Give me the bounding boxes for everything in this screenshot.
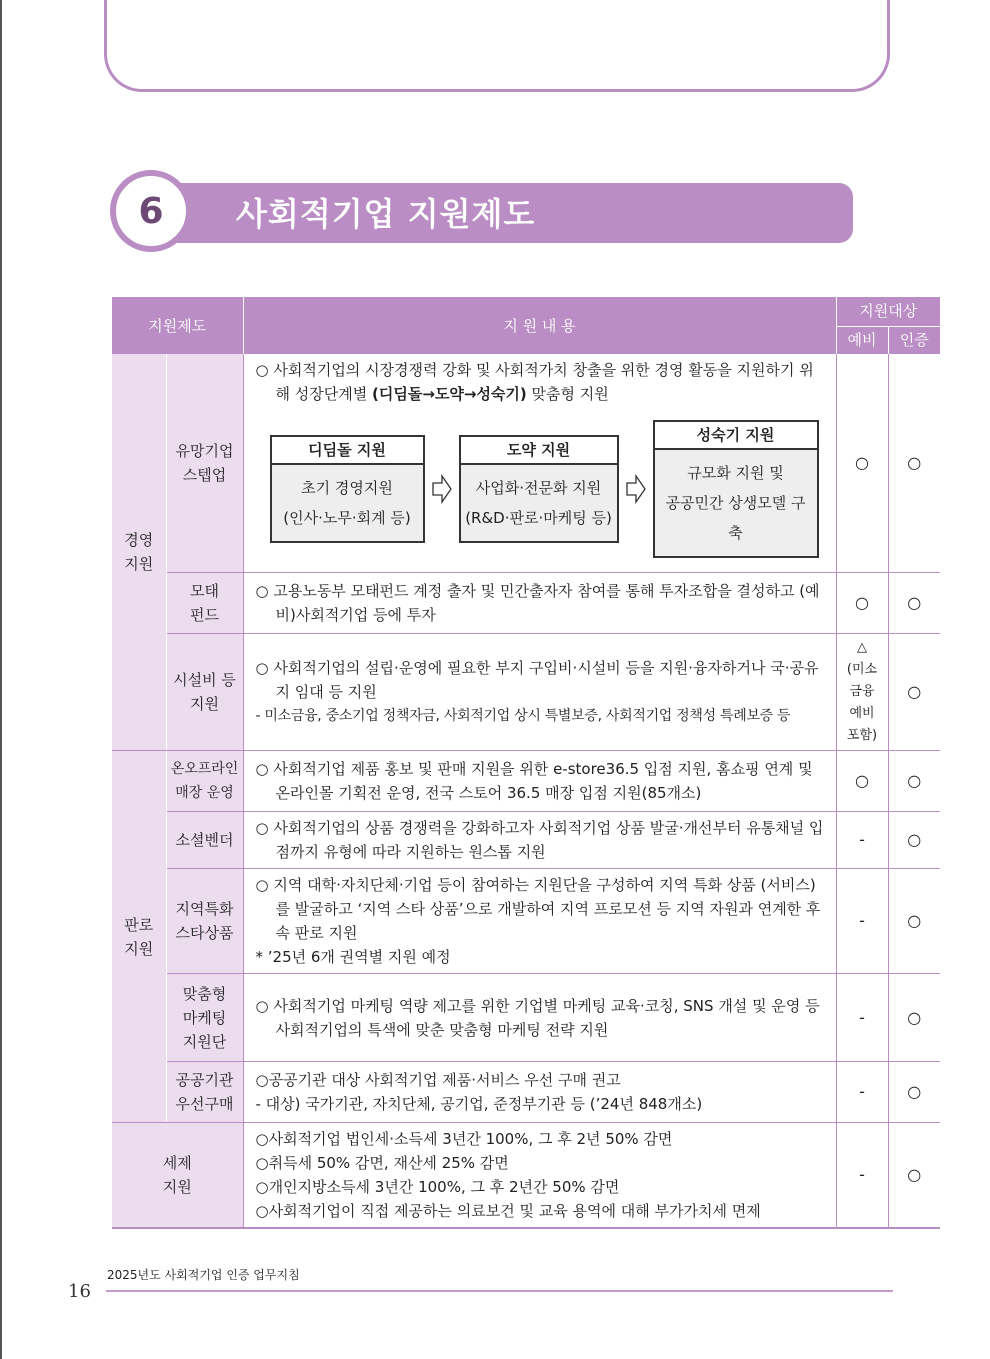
category-tax: 세제 지원 (112, 1123, 243, 1229)
arrow-right-icon (625, 474, 647, 504)
row-content-facility: ○ 사회적기업의 설립·운영에 필요한 부지 구입비·시설비 등을 지원·융자하거나 국·공유지 임대 등 지원 - 미소금융, 중소기업 정책자금, 사회적기업 상시 특별보증, 사회적기업 정책성 특례보증 등 (243, 634, 836, 751)
row-label-regional: 지역특화 스타상품 (166, 869, 243, 974)
footer-title: 2025년도 사회적기업 인증 업무지침 (107, 1268, 300, 1282)
row-label-startup: 유망기업 스텝업 (166, 354, 243, 573)
mark-preliminary: - (836, 1123, 888, 1229)
mark-certified: ○ (888, 354, 940, 573)
growth-flow (270, 420, 826, 558)
flow-box-maturity: 성숙기 지원 규모화 지원 및 공공민간 상생모델 구축 (653, 420, 819, 558)
mark-preliminary: - (836, 812, 888, 869)
mark-certified: ○ (888, 751, 940, 812)
page-number: 16 (68, 1281, 91, 1302)
mark-certified: ○ (888, 869, 940, 974)
header-system: 지원제도 (112, 297, 243, 354)
row-label-social: 소셜벤더 (166, 812, 243, 869)
header-target: 지원대상 (836, 297, 940, 326)
mark-preliminary: - (836, 869, 888, 974)
row-content-social: ○ 사회적기업의 상품 경쟁력을 강화하고자 사회적기업 상품 발굴·개선부터 유통채널 입점까지 유형에 따라 지원하는 원스톱 지원 (243, 812, 836, 869)
page-edge (0, 0, 2, 1359)
row-content-regional: ○ 지역 대학·자치단체·기업 등이 참여하는 지원단을 구성하여 지역 특화 상품 (서비스)를 발굴하고 ‘지역 스타 상품’으로 개발하여 지역 프로모션 등 지역 자원과 연계한 후속 판로 지원 * ’25년 6개 권역별 지원 예정 (243, 869, 836, 974)
header-preliminary: 예비 (836, 326, 888, 354)
flow-box-leap: 도약 지원 사업화·전문화 지원 (R&D·판로·마케팅 등) (459, 435, 619, 543)
row-content-startup: ○ 사회적기업의 시장경쟁력 강화 및 사회적가치 창출을 위한 경영 활동을 지원하기 위해 성장단계별 (디딤돌→도약→성숙기) 맞춤형 지원 디딤돌 지원 초기 경영지원 (인사·노무·회계 등) 도약 지원 사업화·전문화 지원 (R&D·판로·마케팅 등) 성숙기 지원 규모화 지원 및 공공민간 상생모델 구축 (243, 354, 836, 573)
row-label-marketing: 맞춤형 마케팅 지원단 (166, 974, 243, 1062)
mark-certified: ○ (888, 573, 940, 634)
mark-certified: ○ (888, 974, 940, 1062)
header-certified: 인증 (888, 326, 940, 354)
row-content-fund: ○ 고용노동부 모태펀드 계정 출자 및 민간출자자 참여를 통해 투자조합을 결성하고 (예비)사회적기업 등에 투자 (243, 573, 836, 634)
section-number: 6 (110, 170, 192, 252)
mark-preliminary: △ (미소 금융 예비 포함) (836, 634, 888, 751)
row-label-fund: 모태 펀드 (166, 573, 243, 634)
arrow-right-icon (431, 474, 453, 504)
row-content-onoff: ○ 사회적기업 제품 홍보 및 판매 지원을 위한 e-store36.5 입점 지원, 홈쇼핑 연계 및 온라인몰 기획전 운영, 전국 스토어 36.5 매장 입점 지원(85개소) (243, 751, 836, 812)
mark-certified: ○ (888, 1123, 940, 1229)
row-content-public: ○공공기관 대상 사회적기업 제품·서비스 우선 구매 권고 - 대상) 국가기관, 자치단체, 공기업, 준정부기관 등 (’24년 848개소) (243, 1062, 836, 1123)
header-content: 지 원 내 용 (243, 297, 836, 354)
support-table (112, 297, 940, 1229)
mark-preliminary: ○ (836, 573, 888, 634)
mark-certified: ○ (888, 634, 940, 751)
mark-preliminary: - (836, 1062, 888, 1123)
mark-preliminary: ○ (836, 354, 888, 573)
row-label-onoff: 온오프라인 매장 운영 (166, 751, 243, 812)
category-sales: 판로 지원 (112, 751, 166, 1123)
row-label-public: 공공기관 우선구매 (166, 1062, 243, 1123)
row-content-marketing: ○ 사회적기업 마케팅 역량 제고를 위한 기업별 마케팅 교육·코칭, SNS 개설 및 운영 등 사회적기업의 특색에 맞춘 맞춤형 마케팅 전략 지원 (243, 974, 836, 1062)
footer-divider (106, 1290, 893, 1292)
mark-preliminary: - (836, 974, 888, 1062)
row-content-tax: ○사회적기업 법인세·소득세 3년간 100%, 그 후 2년 50% 감면 ○취득세 50% 감면, 재산세 25% 감면 ○개인지방소득세 3년간 100%, 그 후 2년간 50% 감면 ○사회적기업이 직접 제공하는 의료보건 및 교육 용역에 대해 부가가치세 면제 (243, 1123, 836, 1229)
previous-content-box (104, 0, 890, 92)
flow-box-stepping: 디딤돌 지원 초기 경영지원 (인사·노무·회계 등) (270, 435, 425, 543)
mark-preliminary: ○ (836, 751, 888, 812)
category-management: 경영 지원 (112, 354, 166, 751)
row-label-facility: 시설비 등 지원 (166, 634, 243, 751)
mark-certified: ○ (888, 1062, 940, 1123)
section-title: 사회적기업 지원제도 (236, 195, 536, 233)
mark-certified: ○ (888, 812, 940, 869)
